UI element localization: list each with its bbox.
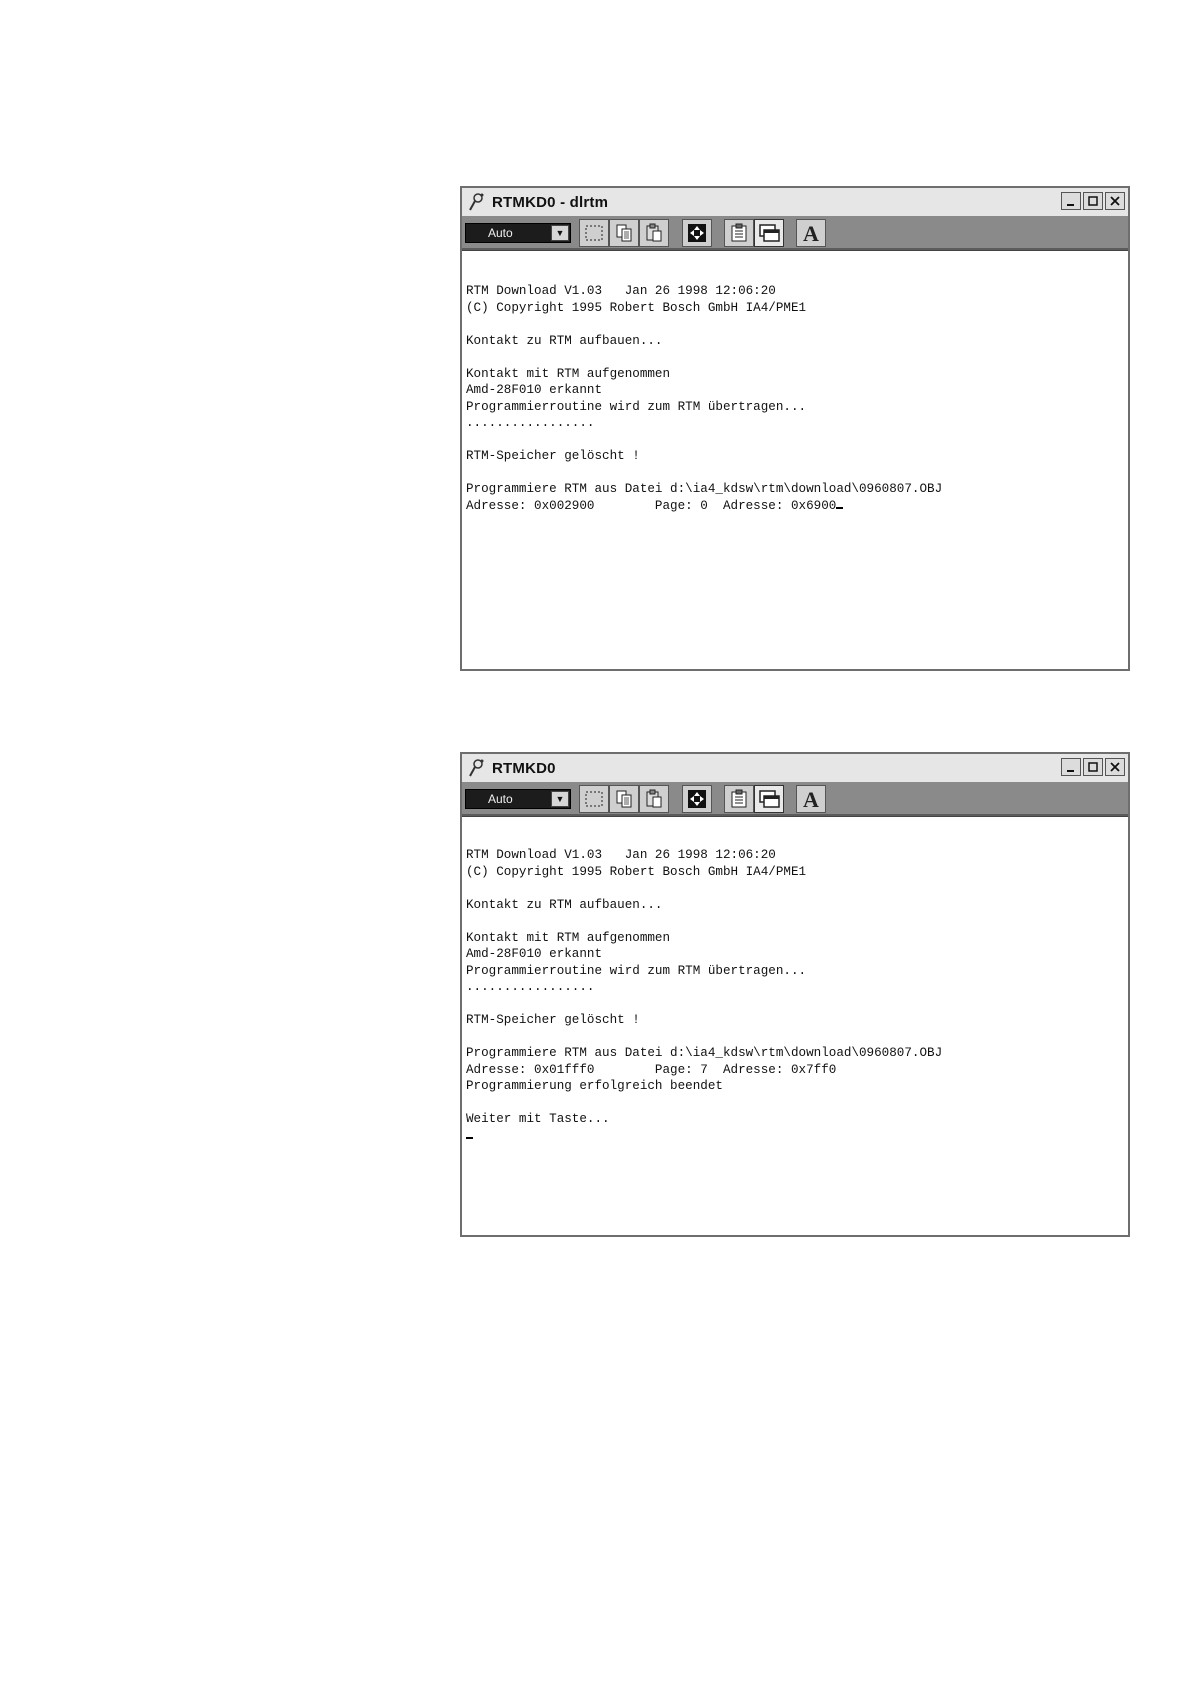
terminal-line: RTM-Speicher gelöscht ! bbox=[466, 449, 640, 463]
paste-button[interactable] bbox=[639, 219, 669, 247]
full-screen-button[interactable] bbox=[682, 785, 712, 813]
copy-button[interactable] bbox=[609, 219, 639, 247]
terminal-line bbox=[466, 1095, 942, 1112]
terminal-line: Kontakt zu RTM aufbauen... bbox=[466, 333, 663, 348]
terminal-line bbox=[466, 465, 942, 482]
copy-icon bbox=[614, 789, 634, 809]
terminal-line bbox=[466, 1029, 942, 1046]
minimize-button[interactable] bbox=[1061, 758, 1081, 776]
svg-text:A: A bbox=[803, 222, 819, 244]
terminal-line: Kontakt zu RTM aufbauen... bbox=[466, 897, 663, 912]
terminal-line bbox=[466, 316, 942, 333]
minimize-button[interactable] bbox=[1061, 192, 1081, 210]
windows-icon bbox=[758, 223, 780, 243]
maximize-button[interactable] bbox=[1083, 192, 1103, 210]
mode-select-value: Auto bbox=[488, 792, 513, 806]
terminal-lines bbox=[466, 847, 942, 1144]
paste-icon bbox=[644, 789, 664, 809]
window-controls bbox=[1061, 758, 1125, 776]
terminal-line: Programmiere RTM aus Datei d:\ia4_kdsw\rtm\download\0960807.OBJ bbox=[466, 482, 943, 496]
chevron-down-icon[interactable]: ▼ bbox=[551, 225, 569, 241]
toolbar bbox=[462, 216, 1128, 250]
title-bar[interactable] bbox=[462, 754, 1128, 783]
full-screen-button[interactable] bbox=[682, 219, 712, 247]
close-button[interactable] bbox=[1105, 192, 1125, 210]
terminal-line: (C) Copyright 1995 Robert Bosch GmbH IA4/PME1 bbox=[466, 300, 807, 315]
mode-select-value: Auto bbox=[488, 226, 513, 240]
terminal-line: Kontakt mit RTM aufgenommen bbox=[466, 930, 671, 945]
select-rect-icon bbox=[584, 224, 604, 242]
terminal-line: Programmiere RTM aus Datei d:\ia4_kdsw\rtm\download\0960807.OBJ bbox=[466, 1046, 943, 1060]
fullscreen-icon bbox=[687, 789, 707, 809]
terminal-line: ................. bbox=[466, 980, 595, 994]
maximize-button[interactable] bbox=[1083, 758, 1103, 776]
window-title: RTMKD0 bbox=[492, 759, 556, 777]
terminal-line: Amd-28F010 erkannt bbox=[466, 947, 603, 961]
terminal-line bbox=[466, 913, 942, 930]
terminal-line: RTM Download V1.03 Jan 26 1998 12:06:20 bbox=[466, 848, 776, 862]
terminal-window-2 bbox=[460, 752, 1130, 1237]
window-title: RTMKD0 - dlrtm bbox=[492, 193, 609, 211]
terminal-line: Amd-28F010 erkannt bbox=[466, 383, 603, 397]
mode-select[interactable] bbox=[465, 789, 571, 809]
terminal-line bbox=[466, 349, 942, 366]
select-rect-icon bbox=[584, 790, 604, 808]
font-icon bbox=[800, 222, 822, 244]
chevron-down-icon[interactable]: ▼ bbox=[551, 791, 569, 807]
title-bar[interactable] bbox=[462, 188, 1128, 217]
properties-button[interactable] bbox=[724, 219, 754, 247]
terminal-line: Adresse: 0x01fff0 Page: 7 Adresse: 0x7ff0 bbox=[466, 1062, 837, 1077]
text-cursor bbox=[836, 507, 843, 509]
terminal-line: Kontakt mit RTM aufgenommen bbox=[466, 366, 671, 381]
terminal-line bbox=[466, 1128, 942, 1145]
terminal-line: Adresse: 0x002900 Page: 0 Adresse: 0x6900 bbox=[466, 498, 942, 515]
terminal-line bbox=[466, 880, 942, 897]
font-button[interactable] bbox=[796, 219, 826, 247]
font-button[interactable] bbox=[796, 785, 826, 813]
terminal-line: Programmierroutine wird zum RTM übertragen... bbox=[466, 399, 807, 414]
mark-button[interactable] bbox=[579, 785, 609, 813]
mode-select[interactable] bbox=[465, 223, 571, 243]
paste-icon bbox=[644, 223, 664, 243]
terminal-line: RTM Download V1.03 Jan 26 1998 12:06:20 bbox=[466, 284, 776, 298]
toolbar bbox=[462, 782, 1128, 816]
terminal-line: (C) Copyright 1995 Robert Bosch GmbH IA4/PME1 bbox=[466, 864, 807, 879]
terminal-window-1 bbox=[460, 186, 1130, 671]
background-button[interactable] bbox=[754, 219, 784, 247]
terminal-line bbox=[466, 996, 942, 1013]
windows-icon bbox=[758, 789, 780, 809]
font-icon bbox=[800, 788, 822, 810]
close-button[interactable] bbox=[1105, 758, 1125, 776]
fullscreen-icon bbox=[687, 223, 707, 243]
terminal-output[interactable] bbox=[462, 250, 1128, 669]
window-controls bbox=[1061, 192, 1125, 210]
copy-icon bbox=[614, 223, 634, 243]
text-cursor bbox=[466, 1137, 473, 1139]
properties-button[interactable] bbox=[724, 785, 754, 813]
properties-icon bbox=[729, 789, 749, 809]
terminal-line: RTM-Speicher gelöscht ! bbox=[466, 1013, 640, 1027]
svg-text:A: A bbox=[803, 788, 819, 810]
app-icon[interactable] bbox=[466, 191, 488, 213]
copy-button[interactable] bbox=[609, 785, 639, 813]
properties-icon bbox=[729, 223, 749, 243]
background-button[interactable] bbox=[754, 785, 784, 813]
terminal-line: Programmierung erfolgreich beendet bbox=[466, 1079, 723, 1093]
paste-button[interactable] bbox=[639, 785, 669, 813]
terminal-line: Programmierroutine wird zum RTM übertragen... bbox=[466, 963, 807, 978]
terminal-line bbox=[466, 432, 942, 449]
terminal-output[interactable] bbox=[462, 816, 1128, 1235]
mark-button[interactable] bbox=[579, 219, 609, 247]
terminal-line: Weiter mit Taste... bbox=[466, 1112, 610, 1126]
terminal-line: ................. bbox=[466, 416, 595, 430]
app-icon[interactable] bbox=[466, 757, 488, 779]
terminal-lines bbox=[466, 283, 942, 514]
